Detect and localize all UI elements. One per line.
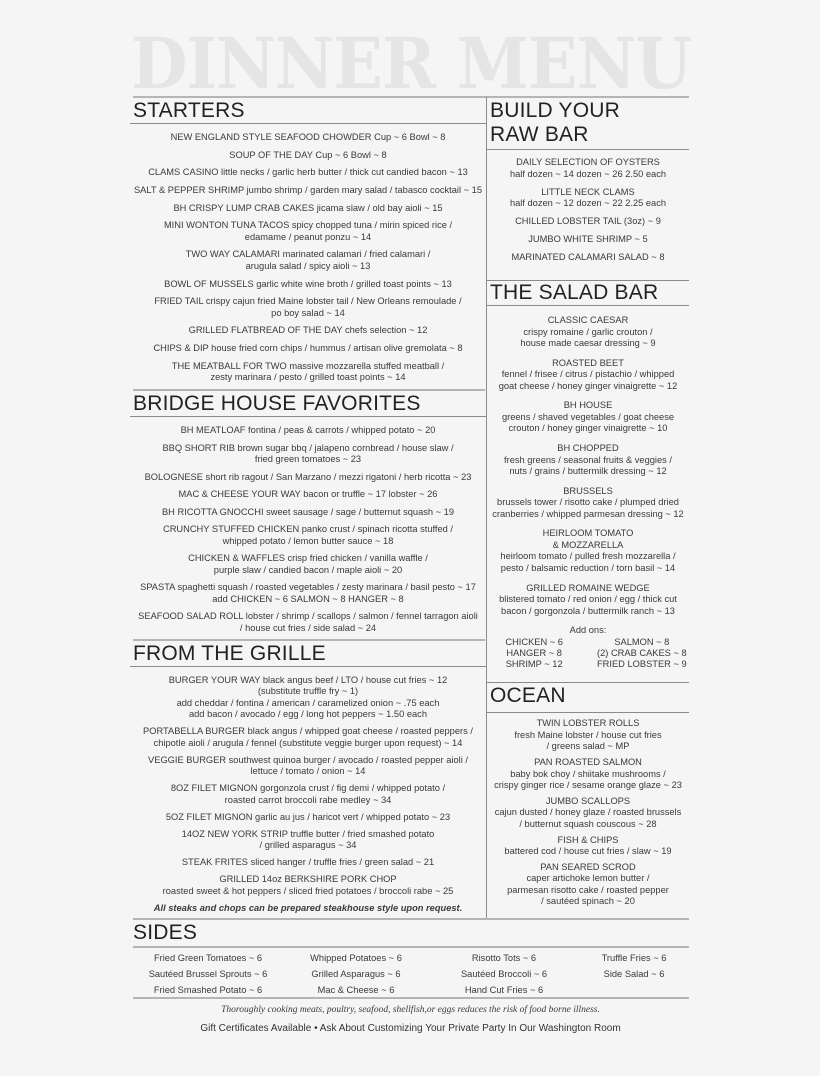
menu-item-line: SEAFOOD SALAD ROLL lobster / shrimp / scallops / salmon / fennel tarragon aioli	[138, 611, 478, 621]
menu-item-line: MARINATED CALAMARI SALAD ~ 8	[511, 252, 665, 263]
steakhouse-note: All steaks and chops can be prepared steakhouse style upon request.	[153, 902, 463, 913]
starters-section	[130, 99, 486, 390]
sides-list	[133, 952, 689, 996]
menu-item	[500, 528, 675, 574]
menu-item	[499, 358, 678, 393]
menu-item-line: DAILY SELECTION OF OYSTERS	[516, 157, 660, 168]
raw-bar-section	[487, 99, 689, 280]
menu-item-detail: cranberries / whipped parmesan dressing ~ 12	[492, 508, 684, 519]
menu-item	[163, 524, 453, 547]
side-item: Whipped Potatoes ~ 6	[310, 953, 402, 963]
menu-item	[173, 203, 442, 215]
side-item: Risotto Tots ~ 6	[471, 953, 537, 963]
menu-item-line: PAN SEARED SCROD	[540, 861, 636, 872]
menu-item	[148, 167, 468, 179]
menu-item-detail: purple slaw / candied bacon / maple aioli ~ 20	[213, 564, 403, 575]
menu-item	[510, 157, 666, 180]
food-safety-disclaimer: Thoroughly cooking meats, poultry, seafood, shellfish,or eggs reduces the risk of food borne illness.	[221, 1005, 600, 1015]
menu-item-line: CLAMS CASINO little necks / garlic herb butter / thick cut candied bacon ~ 13	[148, 167, 468, 178]
menu-item	[182, 829, 435, 852]
menu-item	[169, 675, 448, 721]
divider	[133, 389, 485, 391]
menu-item	[171, 132, 446, 144]
menu-item-line: VEGGIE BURGER southwest quinoa burger / avocado / roasted pepper aioli /	[148, 754, 468, 765]
menu-item-line: 8OZ FILET MIGNON gorgonzola crust / fig demi / whipped potato /	[170, 783, 446, 793]
menu-item-line: CHILLED LOBSTER TAIL (3oz) ~ 9	[515, 216, 661, 227]
menu-item-detail: arugula salad / spicy aioli ~ 13	[245, 260, 371, 271]
menu-item-detail: chipotle aioli / arugula / fennel (substitute veggie burger upon request) ~ 14	[153, 737, 463, 748]
menu-item-detail: crouton / honey ginger vinaigrette ~ 10	[508, 423, 668, 434]
menu-item-detail: crispy ginger rice / sesame orange glaze ~ 23	[494, 780, 682, 790]
menu-item-detail: fresh greens / seasonal fruits & veggies /	[504, 454, 672, 465]
menu-item-line: BH CRISPY LUMP CRAB CAKES jicama slaw / old bay aioli ~ 15	[173, 202, 443, 213]
menu-item-line: BH HOUSE	[563, 400, 613, 411]
section-heading: BUILD YOUR	[490, 99, 620, 122]
menu-item-line: BH RICOTTA GNOCCHI sweet sausage / sage / butternut squash ~ 19	[161, 506, 455, 517]
menu-item-line: FISH & CHIPS	[557, 834, 619, 845]
menu-item-detail: (substitute truffle fry ~ 1)	[257, 686, 359, 696]
add-ons-label: Add ons:	[569, 625, 607, 636]
side-item: Grilled Asparagus ~ 6	[311, 969, 401, 979]
menu-item-line: PAN ROASTED SALMON	[534, 757, 642, 767]
menu-item	[188, 553, 428, 576]
menu-item-line: BOLOGNESE short rib ragout / San Marzano / mezzi rigatoni / herb ricotta ~ 23	[144, 471, 472, 482]
menu-item-line: GRILLED FLATBREAD OF THE DAY chefs selection ~ 12	[188, 325, 428, 336]
section-heading: OCEAN	[487, 684, 689, 713]
menu-item	[164, 279, 452, 291]
menu-item	[229, 150, 386, 162]
menu-item-detail: fresh Maine lobster / house cut fries	[514, 729, 662, 740]
add-on-item: FRIED LOBSTER ~ 9	[597, 658, 687, 669]
menu-item	[492, 486, 683, 521]
menu-item	[181, 425, 436, 437]
menu-item-line: CLASSIC CAESAR	[547, 315, 629, 326]
side-item: Sautéed Broccoli ~ 6	[460, 969, 548, 979]
menu-item-detail: half dozen ~ 14 dozen ~ 26 2.50 each	[509, 168, 667, 179]
menu-item	[134, 185, 482, 197]
menu-item	[179, 489, 438, 501]
menu-item-line: MINI WONTON TUNA TACOS spicy chopped tuna / mirin spiced rice /	[163, 220, 453, 231]
menu-item	[189, 325, 428, 337]
menu-item	[162, 443, 453, 466]
add-on-item: (2) CRAB CAKES ~ 8	[597, 647, 687, 658]
menu-item-line: 14OZ NEW YORK STRIP truffle butter / fried smashed potato	[181, 828, 435, 839]
menu-item	[495, 796, 682, 831]
grille-section	[130, 642, 486, 918]
raw-bar-list	[487, 151, 689, 270]
menu-item	[153, 343, 462, 355]
menu-item	[504, 835, 671, 858]
menu-item	[504, 443, 672, 478]
menu-item	[171, 783, 445, 806]
menu-item-detail: / house cut fries / side salad ~ 24	[239, 622, 377, 633]
menu-item-line: SOUP OF THE DAY Cup ~ 6 Bowl ~ 8	[229, 149, 387, 160]
side-item: Fried Smashed Potato ~ 6	[153, 985, 263, 995]
starters-list	[130, 126, 486, 390]
menu-item-line: JUMBO SCALLOPS	[545, 795, 631, 806]
side-item: Hand Cut Fries ~ 6	[464, 985, 544, 995]
menu-item	[494, 757, 682, 792]
menu-item	[502, 400, 674, 435]
menu-item	[507, 862, 669, 908]
menu-item-detail: roasted sweet & hot peppers / sliced fried potatoes / broccoli rabe ~ 25	[162, 885, 454, 896]
menu-item-line: TWO WAY CALAMARI marinated calamari / fried calamari /	[185, 249, 431, 260]
sides-section	[130, 921, 689, 945]
menu-item	[148, 755, 468, 778]
menu-item-detail: / sautéed spinach ~ 20	[541, 896, 635, 907]
menu-item-detail: bacon / gorgonzola / buttermilk ranch ~ 13	[501, 605, 675, 616]
menu-item-detail: edamame / peanut ponzu ~ 14	[244, 231, 372, 242]
menu-item-line: CHICKEN & WAFFLES crisp fried chicken / vanilla waffle /	[188, 553, 428, 563]
menu-item-detail: fennel / frisee / citrus / pistachio / whipped	[501, 369, 675, 380]
menu-item-detail: zesty marinara / pesto / grilled toast points ~ 14	[210, 372, 406, 383]
section-heading: RAW BAR	[490, 123, 589, 146]
menu-item-line: GRILLED ROMAINE WEDGE	[526, 582, 650, 593]
menu-item	[172, 361, 444, 384]
menu-title: DINNER MENU	[131, 22, 692, 105]
menu-item	[162, 507, 454, 519]
section-heading: STARTERS	[130, 99, 486, 124]
salad-list	[487, 307, 689, 678]
menu-item-line: JUMBO WHITE SHRIMP ~ 5	[528, 234, 648, 245]
side-item: Mac & Cheese ~ 6	[317, 985, 395, 995]
section-heading: THE SALAD BAR	[487, 281, 689, 306]
menu-item-detail: add CHICKEN ~ 6 SALMON ~ 8 HANGER ~ 8	[212, 593, 404, 604]
divider	[133, 997, 689, 999]
menu-item-detail: brussels tower / risotto cake / plumped dried	[497, 497, 679, 508]
menu-item	[163, 874, 454, 897]
menu-item-detail: goat cheese / honey ginger vinaigrette ~ 12	[498, 380, 678, 391]
menu-item-detail: & MOZZARELLA	[552, 539, 624, 550]
menu-item	[140, 582, 476, 605]
divider	[487, 682, 689, 683]
menu-item	[166, 812, 450, 824]
menu-item-detail: nuts / grains / buttermilk dressing ~ 12	[509, 466, 667, 477]
menu-item-detail: caper artichoke lemon butter /	[526, 873, 650, 884]
menu-item-detail: roasted carrot broccoli rabe medley ~ 34	[224, 794, 392, 805]
menu-item-detail: po boy salad ~ 14	[271, 307, 345, 318]
menu-item-detail: fried green tomatoes ~ 23	[254, 454, 362, 464]
menu-item	[510, 187, 666, 210]
menu-item-detail: blistered tomato / red onion / egg / thick cut	[499, 594, 677, 605]
menu-item-line: 5OZ FILET MIGNON garlic au jus / haricot vert / whipped potato ~ 23	[165, 811, 451, 822]
divider	[133, 946, 689, 948]
menu-item	[143, 726, 473, 749]
menu-item	[514, 718, 661, 753]
ocean-list	[487, 714, 689, 912]
divider	[133, 639, 485, 641]
menu-item	[511, 252, 664, 264]
menu-item-line: NEW ENGLAND STYLE SEAFOOD CHOWDER Cup ~ 6 Bowl ~ 8	[170, 132, 446, 143]
menu-item	[182, 857, 434, 869]
menu-item-line: TWIN LOBSTER ROLLS	[536, 718, 640, 729]
menu-item	[186, 249, 431, 272]
side-item: Truffle Fries ~ 6	[601, 953, 667, 963]
add-on-item: HANGER ~ 8	[506, 647, 562, 658]
menu-item-line: SPASTA spaghetti squash / roasted vegetables / zesty marinara / basil pesto ~ 17	[140, 582, 476, 592]
add-ons	[489, 625, 686, 670]
menu-item-line: CRUNCHY STUFFED CHICKEN panko crust / spinach ricotta stuffed /	[162, 524, 453, 534]
gift-certificates-note: Gift Certificates Available • Ask About Customizing Your Private Party In Our Washington Room	[200, 1023, 621, 1034]
add-on-item: SALMON ~ 8	[614, 636, 670, 647]
favorites-section	[130, 392, 486, 640]
menu-item-detail: greens / shaved vegetables / goat cheese	[501, 411, 675, 422]
menu-item-detail: lettuce / tomato / onion ~ 14	[250, 766, 366, 776]
menu-item	[499, 583, 677, 618]
add-on-item: CHICKEN ~ 6	[505, 636, 563, 647]
side-item: Fried Green Tomatoes ~ 6	[153, 953, 263, 963]
menu-item-detail: pesto / balsamic reduction / torn basil ~ 14	[500, 562, 676, 573]
menu-item-line: FRIED TAIL crispy cajun fried Maine lobster tail / New Orleans remoulade /	[154, 296, 462, 307]
add-on-item: SHRIMP ~ 12	[505, 658, 563, 669]
menu-item-line: BURGER YOUR WAY black angus beef / LTO / house cut fries ~ 12	[168, 674, 448, 685]
divider	[133, 96, 689, 98]
menu-item-detail: / butternut squash couscous ~ 28	[519, 818, 657, 829]
menu-item-line: BH MEATLOAF fontina / peas & carrots / whipped potato ~ 20	[180, 425, 436, 435]
menu-item-detail: battered cod / house cut fries / slaw ~ 19	[504, 846, 672, 856]
favorites-list	[130, 419, 486, 640]
menu-item-line: BBQ SHORT RIB brown sugar bbq / jalapeno cornbread / house slaw /	[162, 442, 454, 453]
menu-item	[154, 296, 461, 319]
menu-item-line: SALT & PEPPER SHRIMP jumbo shrimp / garden mary salad / tabasco cocktail ~ 15	[133, 185, 482, 196]
menu-item-line: GRILLED 14oz BERKSHIRE PORK CHOP	[219, 874, 397, 884]
menu-item-detail: heirloom tomato / pulled fresh mozzarella /	[500, 551, 676, 562]
menu-item-detail: / grilled asparagus ~ 34	[259, 840, 357, 850]
menu-item-detail: add cheddar / fontina / american / caramelized onion ~ .75 each	[176, 697, 440, 708]
menu-item-line: BOWL OF MUSSELS garlic white wine broth / grilled toast points ~ 13	[164, 278, 452, 289]
menu-item-detail: whipped potato / lemon butter sauce ~ 18	[222, 535, 394, 546]
menu-item-line: MAC & CHEESE YOUR WAY bacon or truffle ~ 17 lobster ~ 26	[178, 489, 438, 499]
menu-item	[164, 220, 452, 243]
menu-item-line: BRUSSELS	[563, 485, 613, 496]
menu-item-line: PORTABELLA BURGER black angus / whipped goat cheese / roasted peppers /	[143, 726, 473, 736]
menu-item-line: CHIPS & DIP house fried corn chips / hummus / artisan olive gremolata ~ 8	[153, 343, 463, 354]
menu-item-detail: / greens salad ~ MP	[546, 741, 630, 752]
side-item: Side Salad ~ 6	[603, 969, 665, 979]
ocean-section	[487, 684, 689, 918]
menu-item-line: STEAK FRITES sliced hanger / truffle fries / green salad ~ 21	[181, 857, 435, 867]
menu-item-line: BH CHOPPED	[557, 443, 619, 454]
menu-item-line: HEIRLOOM TOMATO	[542, 528, 634, 539]
section-heading: SIDES	[133, 921, 198, 944]
menu-item-line: ROASTED BEET	[552, 357, 624, 368]
menu-item-detail: baby bok choy / shiitake mushrooms /	[510, 768, 666, 779]
section-heading: FROM THE GRILLE	[130, 642, 486, 667]
salad-bar-section	[487, 281, 689, 682]
grille-list	[130, 669, 486, 918]
menu-item-line: LITTLE NECK CLAMS	[541, 186, 635, 197]
divider	[133, 918, 689, 920]
menu-item	[528, 234, 647, 246]
menu-item	[138, 611, 478, 634]
side-item: Sautéed Brussel Sprouts ~ 6	[148, 969, 268, 979]
menu-item-line: THE MEATBALL FOR TWO massive mozzarella stuffed meatball /	[171, 360, 445, 371]
menu-item-detail: half dozen ~ 12 dozen ~ 22 2.25 each	[509, 198, 667, 209]
menu-item	[515, 216, 661, 228]
menu-item-detail: crispy romaine / garlic crouton /	[523, 326, 653, 337]
menu-item	[145, 472, 472, 484]
menu-item-detail: add bacon / avocado / egg / long hot peppers ~ 1.50 each	[188, 709, 427, 719]
menu-item-detail: parmesan risotto cake / roasted pepper	[507, 884, 669, 895]
section-heading: BRIDGE HOUSE FAVORITES	[130, 392, 486, 417]
menu-item	[520, 315, 655, 350]
menu-item-detail: cajun dusted / honey glaze / roasted brussels	[494, 807, 682, 818]
menu-item-detail: house made caesar dressing ~ 9	[520, 338, 656, 349]
